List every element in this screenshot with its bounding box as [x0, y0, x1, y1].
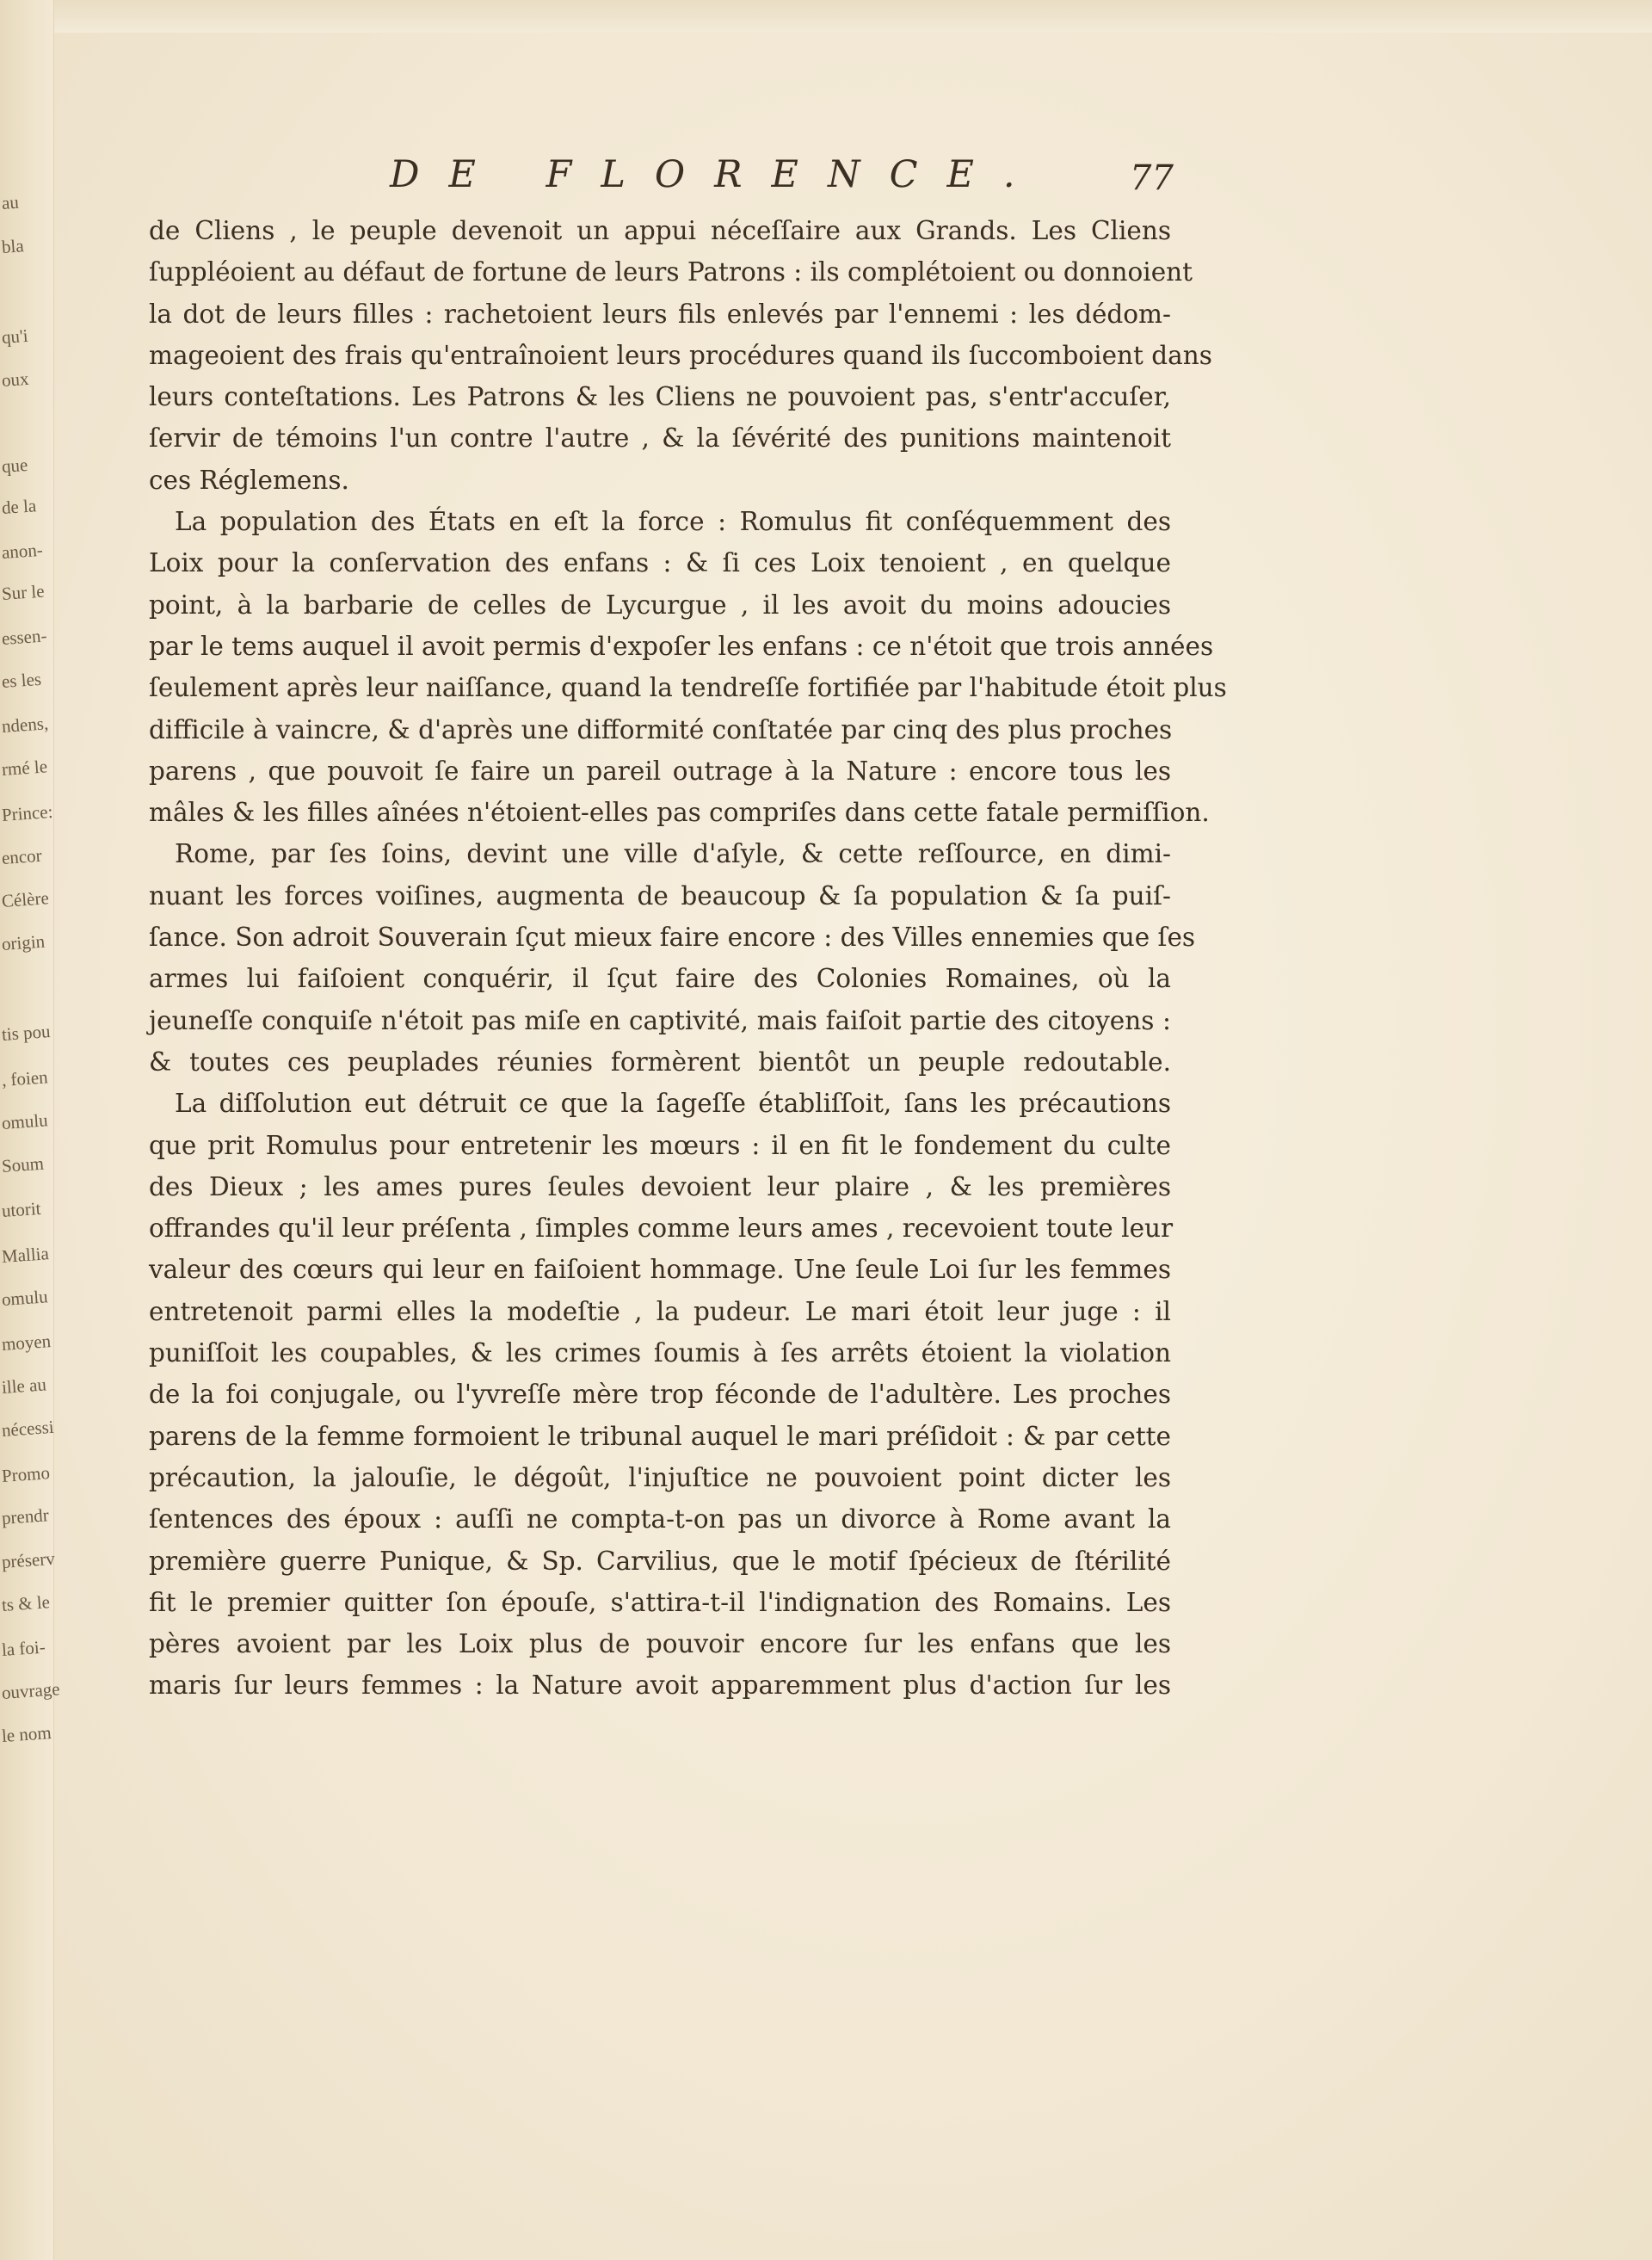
gutter-fragment: nécessi: [1, 1416, 55, 1441]
text-line: mageoient des frais qu'entraînoient leurs procédures quand ils ſuccomboient dans: [149, 340, 1212, 370]
text-line: pères avoient par les Loix plus de pouvoir encore ſur les enfans que les: [149, 1629, 1171, 1659]
text-line: entretenoit parmi elles la modeſtie , la pudeur. Le mari étoit leur juge : il: [149, 1296, 1171, 1326]
text-line: des Dieux ; les ames pures ſeules devoient leur plaire , & les premières: [149, 1171, 1171, 1201]
gutter-fragment: ouvrage: [1, 1678, 61, 1703]
gutter-fragment: Mallia: [1, 1243, 50, 1267]
gutter-fragment: ndens,: [1, 713, 49, 737]
gutter-fragment: Prince:: [1, 800, 54, 825]
text-line: Loix pour la conſervation des enfans : & ſi ces Loix tenoient , en quelque: [149, 548, 1171, 578]
text-line: puniſſoit les coupables, & les crimes ſoumis à ſes arrêts étoient la violation: [149, 1338, 1171, 1368]
text-line: de Cliens , le peuple devenoit un appui néceſſaire aux Grands. Les Cliens: [149, 216, 1171, 245]
text-line: leurs conteſtations. Les Patrons & les Cliens ne pouvoient pas, s'entr'accuſer,: [149, 382, 1171, 412]
text-line: ſance. Son adroit Souverain ſçut mieux faire encore : des Villes ennemies que ſes: [149, 923, 1196, 953]
page-top-edge: [53, 0, 1652, 33]
running-head: DE FLORENCE.: [390, 153, 1045, 196]
gutter-fragment: encor: [1, 844, 43, 868]
gutter-fragment: anon-: [1, 539, 44, 563]
gutter-fragment: que: [1, 454, 29, 477]
adjacent-page-gutter: [0, 0, 61, 2260]
gutter-fragment: omulu: [1, 1286, 49, 1310]
gutter-fragment: , foien: [1, 1066, 49, 1090]
gutter-fragment: omulu: [1, 1109, 49, 1133]
text-line: fit le premier quitter ſon épouſe, s'attira-t-il l'indignation des Romains. Les: [149, 1587, 1171, 1617]
gutter-fragment: de la: [1, 495, 37, 518]
text-line: La population des États en eſt la force : Romulus fit conſéquemment des: [175, 507, 1171, 537]
text-line: offrandes qu'il leur préſenta , ſimples comme leurs ames , recevoient toute leur: [149, 1213, 1174, 1244]
text-line: armes lui faiſoient conquérir, il ſçut faire des Colonies Romaines, où la: [149, 964, 1171, 994]
text-line: maris ſur leurs femmes : la Nature avoit apparemment plus d'action ſur les: [149, 1670, 1171, 1701]
gutter-fragment: utorit: [1, 1197, 42, 1221]
gutter-fragment: prendr: [1, 1504, 50, 1528]
text-line: ſentences des époux : auſſi ne compta-t-on pas un divorce à Rome avant la: [149, 1504, 1171, 1534]
text-line: jeuneſſe conquiſe n'étoit pas miſe en captivité, mais faiſoit partie des citoyens :: [149, 1005, 1171, 1035]
gutter-fragment: qu'i: [1, 324, 29, 348]
text-line: précaution, la jalouſie, le dégoût, l'injuſtice ne pouvoient point dicter les: [149, 1462, 1171, 1492]
gutter-fragment: Soum: [1, 1152, 45, 1176]
text-line: parens , que pouvoit ſe faire un pareil outrage à la Nature : encore tous les: [149, 756, 1171, 786]
text-line: parens de la femme formoient le tribunal auquel le mari préſidoit : & par cette: [149, 1421, 1171, 1451]
text-line: mâles & les filles aînées n'étoient-elles pas compriſes dans cette fatale permiſſion.: [149, 798, 1210, 828]
gutter-fragment: oux: [1, 367, 30, 391]
gutter-fragment: es les: [1, 668, 42, 692]
text-line: La diſſolution eut détruit ce que la ſageſſe établiſſoit, ſans les précautions: [175, 1089, 1171, 1119]
text-line: difficile à vaincre, & d'après une difformité conſtatée par cinq des plus proches: [149, 714, 1173, 744]
text-line: première guerre Punique, & Sp. Carvilius, que le motif ſpécieux de ſtérilité: [149, 1546, 1171, 1576]
gutter-fragment: Célère: [1, 887, 50, 911]
text-line: point, à la barbarie de celles de Lycurgue , il les avoit du moins adoucies: [149, 590, 1171, 620]
gutter-fragment: bla: [1, 235, 25, 257]
text-line: la dot de leurs filles : rachetoient leurs fils enlevés par l'ennemi : les dédom-: [149, 299, 1171, 329]
body-text: [149, 210, 1227, 1707]
gutter-fragment: le nom: [1, 1722, 52, 1746]
text-line: ſeulement après leur naiſſance, quand la tendreſſe fortifiée par l'habitude étoit plus: [149, 673, 1227, 703]
text-line: par le tems auquel il avoit permis d'expoſer les enfans : ce n'étoit que trois années: [149, 631, 1214, 661]
gutter-fragment: la foi-: [1, 1636, 46, 1660]
text-line: de la foi conjugale, ou l'yvreſſe mère trop féconde de l'adultère. Les proches: [149, 1380, 1171, 1410]
gutter-fragment: Sur le: [1, 580, 46, 604]
gutter-fragment: Promo: [1, 1462, 51, 1486]
text-line: & toutes ces peuplades réunies formèrent bientôt un peuple redoutable.: [149, 1047, 1171, 1077]
text-line: que prit Romulus pour entretenir les mœurs : il en fit le fondement du culte: [149, 1130, 1171, 1160]
gutter-fragment: tis pou: [1, 1021, 52, 1045]
gutter-fragment: rmé le: [1, 756, 48, 780]
gutter-fragment: préserv: [1, 1547, 56, 1572]
text-line: ces Réglemens.: [149, 465, 349, 495]
page-number: 77: [1130, 158, 1174, 198]
text-line: nuant les forces voiſines, augmenta de beaucoup & ſa population & ſa puiſ-: [149, 880, 1171, 911]
gutter-fragment: ts & le: [1, 1591, 51, 1615]
gutter-fragment: ille au: [1, 1374, 47, 1398]
text-line: valeur des cœurs qui leur en faiſoient hommage. Une ſeule Loi ſur les femmes: [149, 1255, 1171, 1285]
gutter-fragment: origin: [1, 930, 46, 954]
gutter-fragment: essen-: [1, 625, 48, 649]
text-line: ſervir de témoins l'un contre l'autre , & la ſévérité des punitions maintenoit: [149, 423, 1171, 454]
gutter-fragment: au: [1, 191, 20, 213]
text-line: ſuppléoient au défaut de fortune de leurs Patrons : ils complétoient ou donnoient: [149, 257, 1193, 287]
text-line: Rome, par ſes ſoins, devint une ville d'aſyle, & cette reſſource, en dimi-: [175, 839, 1171, 869]
gutter-fragment: moyen: [1, 1331, 52, 1355]
